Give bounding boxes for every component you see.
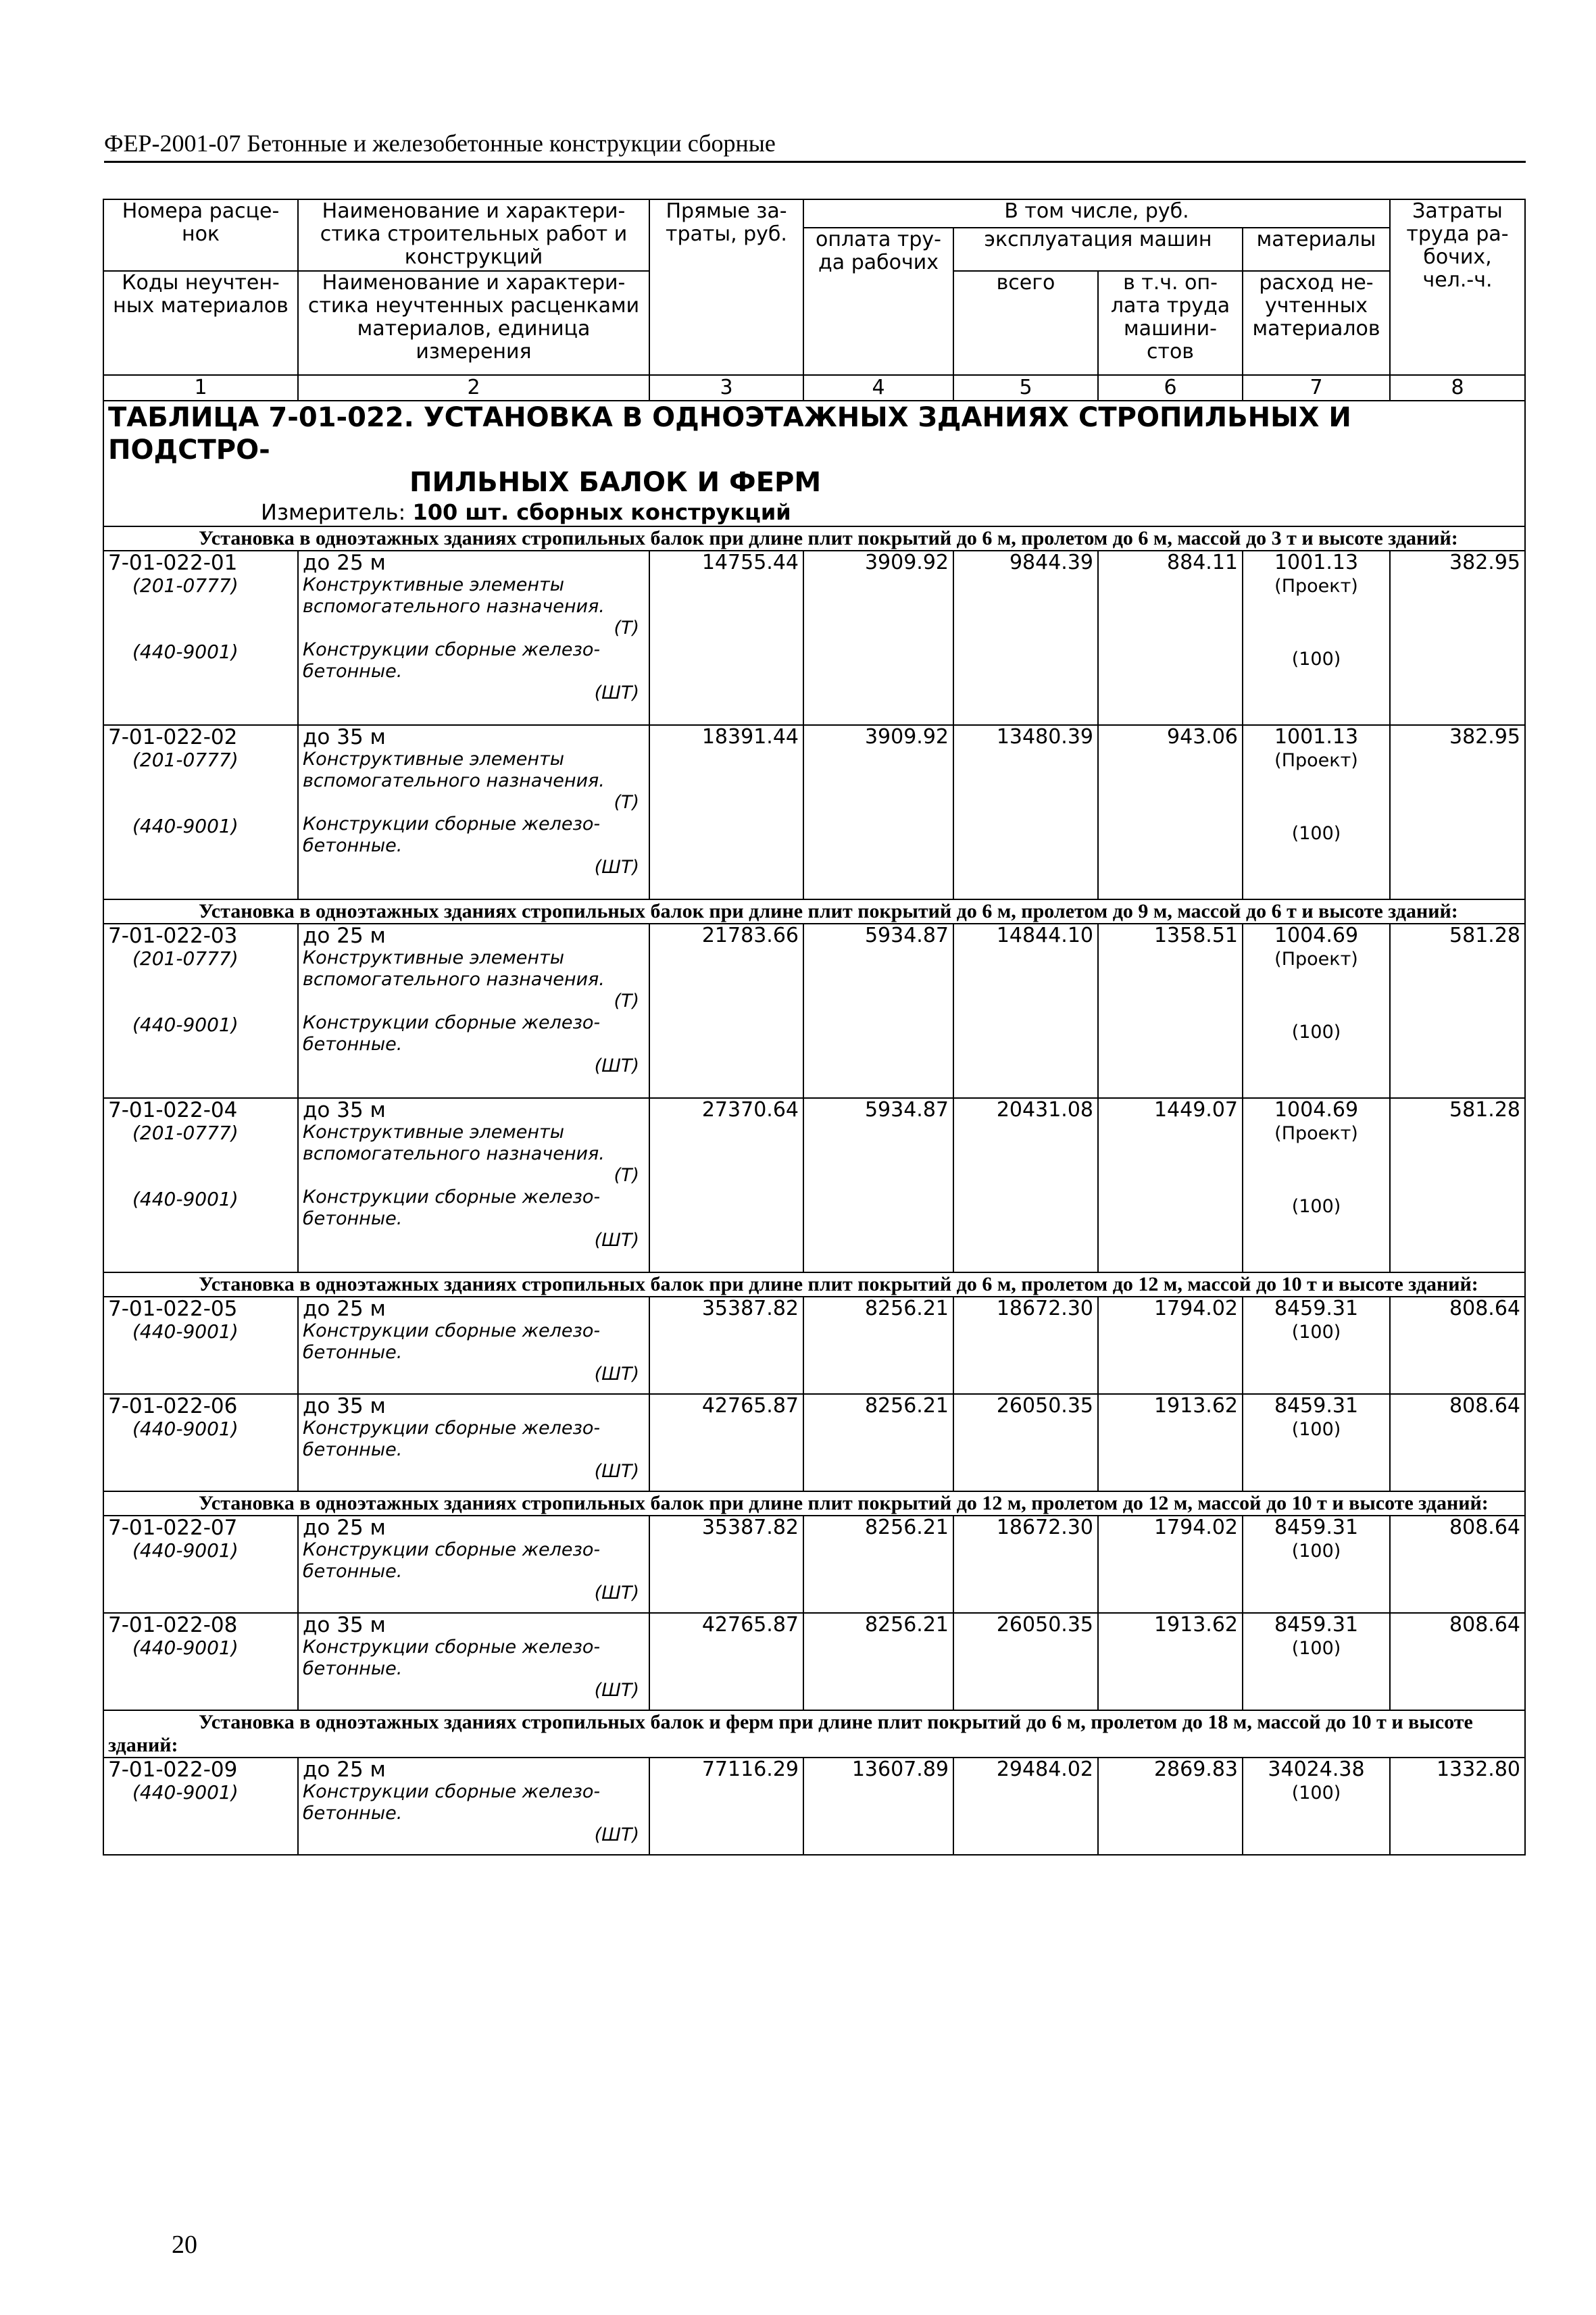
material-name: Конструктивные элементы вспомогательного назначения. — [303, 574, 605, 617]
material-code: (440-9001) — [132, 815, 239, 837]
table-title — [103, 401, 1525, 526]
cell-labor-hours: 1332.80 — [1390, 1758, 1525, 1855]
spacer — [108, 772, 293, 815]
cell-name — [298, 551, 649, 725]
material-unit: (ШТ) — [594, 1364, 639, 1385]
material-qty: (100) — [1291, 1419, 1341, 1440]
cell-direct-cost: 77116.29 — [649, 1758, 803, 1855]
cell-materials — [1243, 551, 1390, 725]
column-number-row — [103, 375, 1525, 401]
materials-value: 8459.31 — [1274, 1516, 1359, 1539]
material-code: (440-9001) — [132, 1014, 239, 1036]
header-materials-label: материалы — [1243, 228, 1390, 271]
materials-value: 8459.31 — [1274, 1394, 1359, 1418]
material-unit: (ШТ) — [594, 1583, 639, 1603]
work-name: до 35 м — [303, 1613, 386, 1637]
cell-code — [103, 1098, 298, 1272]
material-name: Конструктивные элементы вспомогательного назначения. — [303, 749, 605, 791]
material-code: (201-0777) — [132, 1122, 239, 1144]
table-title-line-1: ТАБЛИЦА 7-01-022. УСТАНОВКА В ОДНОЭТАЖНЫХ ЗДАНИЯХ СТРОПИЛЬНЫХ И ПОДСТРО- — [108, 402, 1351, 466]
material-name: Конструкции сборные железо-бетонные. — [303, 1418, 601, 1460]
rate-code: 7-01-022-03 — [108, 924, 238, 948]
material-name: Конструкции сборные железо-бетонные. — [303, 1012, 601, 1055]
cell-direct-cost: 35387.82 — [649, 1516, 803, 1613]
material-code: (201-0777) — [132, 947, 239, 970]
rate-code: 7-01-022-09 — [108, 1758, 238, 1782]
table-row — [103, 1394, 1525, 1491]
material-qty: (100) — [1291, 1196, 1341, 1217]
material-qty: (100) — [1291, 1322, 1341, 1343]
cell-machines-total: 14844.10 — [953, 924, 1098, 1098]
header-col1-bottom: Коды неучтен-ных материалов — [103, 271, 298, 375]
cell-labor-pay: 8256.21 — [803, 1297, 953, 1394]
material-unit: (ШТ) — [594, 1055, 639, 1076]
work-name: до 25 м — [303, 1516, 386, 1540]
cell-labor-hours: 808.64 — [1390, 1394, 1525, 1491]
material-unit: (Т) — [614, 1165, 639, 1186]
column-number: 5 — [953, 375, 1098, 401]
cell-materials — [1243, 1613, 1390, 1710]
material-unit: (ШТ) — [594, 1824, 639, 1845]
column-number: 2 — [298, 375, 649, 401]
materials-value: 34024.38 — [1268, 1758, 1365, 1781]
header-col7: расход не-учтенных материалов — [1243, 271, 1390, 375]
material-code: (440-9001) — [132, 1418, 239, 1440]
section-title-row — [103, 1710, 1525, 1758]
table-title-row — [103, 401, 1525, 526]
cell-direct-cost: 27370.64 — [649, 1098, 803, 1272]
rate-code: 7-01-022-05 — [108, 1297, 238, 1321]
work-name: до 35 м — [303, 725, 386, 749]
cell-machines-total: 9844.39 — [953, 551, 1098, 725]
header-col5: всего — [953, 271, 1098, 375]
table-title-line-2: ПИЛЬНЫХ БАЛОК И ФЕРМ — [409, 467, 822, 498]
work-name: до 35 м — [303, 1394, 386, 1418]
material-qty: (100) — [1291, 649, 1341, 670]
material-name: Конструкции сборные железо-бетонные. — [303, 1320, 601, 1363]
rate-code: 7-01-022-08 — [108, 1613, 238, 1637]
cell-machines-total: 26050.35 — [953, 1613, 1098, 1710]
cell-code — [103, 551, 298, 725]
cell-machines-total: 26050.35 — [953, 1394, 1098, 1491]
materials-value: 8459.31 — [1274, 1297, 1359, 1320]
cell-materials — [1243, 1394, 1390, 1491]
cell-code — [103, 1516, 298, 1613]
page-number: 20 — [172, 2231, 197, 2259]
cell-name — [298, 1098, 649, 1272]
table-row — [103, 551, 1525, 725]
cell-labor-hours: 382.95 — [1390, 725, 1525, 899]
cell-direct-cost: 18391.44 — [649, 725, 803, 899]
material-name: Конструкции сборные железо-бетонные. — [303, 1539, 601, 1582]
cell-labor-pay: 8256.21 — [803, 1516, 953, 1613]
cell-materials — [1243, 924, 1390, 1098]
cell-name — [298, 1297, 649, 1394]
rate-code: 7-01-022-06 — [108, 1394, 238, 1418]
cell-machinist-pay: 1794.02 — [1098, 1297, 1243, 1394]
cell-labor-hours: 581.28 — [1390, 1098, 1525, 1272]
cell-materials — [1243, 1758, 1390, 1855]
table-row — [103, 1613, 1525, 1710]
cell-machinist-pay: 1913.62 — [1098, 1613, 1243, 1710]
material-qty: (Проект) — [1274, 1123, 1358, 1144]
cell-machines-total: 20431.08 — [953, 1098, 1098, 1272]
section-title-row — [103, 1272, 1525, 1297]
material-code: (440-9001) — [132, 641, 239, 663]
cell-labor-pay: 5934.87 — [803, 924, 953, 1098]
spacer — [108, 597, 293, 641]
work-name: до 25 м — [303, 1297, 386, 1321]
cell-code — [103, 1394, 298, 1491]
cell-name — [298, 725, 649, 899]
material-unit: (ШТ) — [594, 1461, 639, 1482]
cell-direct-cost: 42765.87 — [649, 1613, 803, 1710]
material-unit: (ШТ) — [594, 857, 639, 878]
cell-name — [298, 1394, 649, 1491]
column-number: 6 — [1098, 375, 1243, 401]
materials-value: 1001.13 — [1274, 551, 1359, 574]
meter-value: 100 шт. сборных конструкций — [412, 499, 791, 525]
cell-machines-total: 18672.30 — [953, 1297, 1098, 1394]
cell-code — [103, 924, 298, 1098]
rate-code: 7-01-022-07 — [108, 1516, 238, 1540]
table-meter — [108, 499, 1520, 526]
material-name: Конструкции сборные железо-бетонные. — [303, 639, 601, 682]
cell-code — [103, 725, 298, 899]
material-code: (440-9001) — [132, 1781, 239, 1803]
header-col2-top: Наименование и характери-стика строительных работ и конструкций — [298, 199, 649, 271]
section-title-row — [103, 1491, 1525, 1516]
cell-labor-pay: 3909.92 — [803, 725, 953, 899]
material-unit: (ШТ) — [594, 682, 639, 703]
header-col1-top: Номера расце-нок — [103, 199, 298, 271]
cell-direct-cost: 14755.44 — [649, 551, 803, 725]
cell-labor-pay: 8256.21 — [803, 1394, 953, 1491]
material-qty: (Проект) — [1274, 576, 1358, 597]
materials-value: 1004.69 — [1274, 1098, 1359, 1122]
cell-machines-total: 18672.30 — [953, 1516, 1098, 1613]
cell-machinist-pay: 2869.83 — [1098, 1758, 1243, 1855]
price-table — [103, 199, 1526, 1856]
section-title: Установка в одноэтажных зданиях стропильных балок при длине плит покрытий до 6 м, пролетом до 6 м, массой до 3 т и высоте зданий: — [103, 526, 1525, 551]
cell-code — [103, 1758, 298, 1855]
cell-machinist-pay: 943.06 — [1098, 725, 1243, 899]
work-name: до 25 м — [303, 1758, 386, 1782]
table-row — [103, 1516, 1525, 1613]
spacer — [1247, 773, 1385, 822]
material-qty: (100) — [1291, 1022, 1341, 1043]
cell-code — [103, 1297, 298, 1394]
section-title: Установка в одноэтажных зданиях стропильных балок и ферм при длине плит покрытий до 6 м, пролетом до 18 м, массой до 10 т и высоте зданий: — [103, 1710, 1525, 1758]
section-title-row — [103, 899, 1525, 924]
rate-code: 7-01-022-02 — [108, 725, 238, 749]
cell-code — [103, 1613, 298, 1710]
cell-direct-cost: 42765.87 — [649, 1394, 803, 1491]
header-row-1 — [103, 199, 1525, 228]
cell-machinist-pay: 884.11 — [1098, 551, 1243, 725]
cell-materials — [1243, 1297, 1390, 1394]
material-name: Конструкции сборные железо-бетонные. — [303, 1637, 601, 1679]
material-code: (201-0777) — [132, 749, 239, 771]
table-sections — [103, 526, 1525, 1855]
material-qty: (100) — [1291, 1638, 1341, 1659]
section-title: Установка в одноэтажных зданиях стропильных балок при длине плит покрытий до 12 м, пролетом до 12 м, массой до 10 т и высоте зданий: — [103, 1491, 1525, 1516]
cell-machinist-pay: 1449.07 — [1098, 1098, 1243, 1272]
column-number: 4 — [803, 375, 953, 401]
material-name: Конструкции сборные железо-бетонные. — [303, 1187, 601, 1229]
material-unit: (ШТ) — [594, 1680, 639, 1701]
work-name: до 25 м — [303, 924, 386, 948]
cell-direct-cost: 35387.82 — [649, 1297, 803, 1394]
table-row — [103, 1758, 1525, 1855]
cell-labor-hours: 808.64 — [1390, 1613, 1525, 1710]
spacer — [108, 970, 293, 1014]
column-number: 8 — [1390, 375, 1525, 401]
header-col3: Прямые за-траты, руб. — [649, 199, 803, 375]
material-name: Конструкции сборные железо-бетонные. — [303, 1781, 601, 1824]
column-number: 1 — [103, 375, 298, 401]
cell-name — [298, 924, 649, 1098]
materials-value: 8459.31 — [1274, 1613, 1359, 1637]
column-number: 7 — [1243, 375, 1390, 401]
header-col6: в т.ч. оп-лата труда машини-стов — [1098, 271, 1243, 375]
table-row — [103, 924, 1525, 1098]
cell-labor-pay: 13607.89 — [803, 1758, 953, 1855]
cell-machines-total: 13480.39 — [953, 725, 1098, 899]
header-group-label: В том числе, руб. — [803, 199, 1390, 228]
section-title: Установка в одноэтажных зданиях стропильных балок при длине плит покрытий до 6 м, пролетом до 9 м, массой до 6 т и высоте зданий: — [103, 899, 1525, 924]
cell-machinist-pay: 1913.62 — [1098, 1394, 1243, 1491]
cell-machinist-pay: 1794.02 — [1098, 1516, 1243, 1613]
material-qty: (100) — [1291, 1541, 1341, 1562]
cell-materials — [1243, 725, 1390, 899]
material-unit: (Т) — [614, 618, 639, 639]
cell-labor-pay: 5934.87 — [803, 1098, 953, 1272]
work-name: до 35 м — [303, 1098, 386, 1122]
meter-label: Измеритель: — [261, 499, 413, 525]
cell-direct-cost: 21783.66 — [649, 924, 803, 1098]
table-row — [103, 725, 1525, 899]
cell-materials — [1243, 1516, 1390, 1613]
table-row — [103, 1098, 1525, 1272]
cell-labor-pay: 3909.92 — [803, 551, 953, 725]
material-qty: (Проект) — [1274, 750, 1358, 771]
rate-code: 7-01-022-01 — [108, 551, 238, 575]
material-unit: (Т) — [614, 792, 639, 813]
header-col8: Затраты труда ра-бочих, чел.-ч. — [1390, 199, 1525, 375]
cell-labor-hours: 581.28 — [1390, 924, 1525, 1098]
material-name: Конструктивные элементы вспомогательного назначения. — [303, 1122, 605, 1164]
header-col2-bottom: Наименование и характери-стика неучтенных расценками материалов, единица измерения — [298, 271, 649, 375]
rate-code: 7-01-022-04 — [108, 1098, 238, 1122]
materials-value: 1001.13 — [1274, 725, 1359, 749]
material-code: (201-0777) — [132, 574, 239, 597]
cell-name — [298, 1758, 649, 1855]
header-machines-label: эксплуатация машин — [953, 228, 1243, 271]
material-unit: (ШТ) — [594, 1230, 639, 1251]
material-name: Конструкции сборные железо-бетонные. — [303, 814, 601, 856]
cell-machinist-pay: 1358.51 — [1098, 924, 1243, 1098]
material-name: Конструктивные элементы вспомогательного назначения. — [303, 947, 605, 990]
running-header: ФЕР-2001-07 Бетонные и железобетонные конструкции сборные — [104, 128, 1526, 163]
cell-machines-total: 29484.02 — [953, 1758, 1098, 1855]
table-row — [103, 1297, 1525, 1394]
spacer — [1247, 972, 1385, 1020]
material-code: (440-9001) — [132, 1637, 239, 1659]
column-number: 3 — [649, 375, 803, 401]
spacer — [1247, 1146, 1385, 1195]
material-unit: (Т) — [614, 991, 639, 1012]
section-title: Установка в одноэтажных зданиях стропильных балок при длине плит покрытий до 6 м, пролетом до 12 м, массой до 10 т и высоте зданий: — [103, 1272, 1525, 1297]
spacer — [108, 1145, 293, 1188]
spacer — [1247, 599, 1385, 647]
material-qty: (100) — [1291, 823, 1341, 844]
material-qty: (Проект) — [1274, 949, 1358, 970]
work-name: до 25 м — [303, 551, 386, 575]
cell-labor-pay: 8256.21 — [803, 1613, 953, 1710]
cell-name — [298, 1516, 649, 1613]
cell-labor-hours: 808.64 — [1390, 1516, 1525, 1613]
header-col4: оплата тру-да рабочих — [803, 228, 953, 375]
material-code: (440-9001) — [132, 1539, 239, 1562]
cell-labor-hours: 382.95 — [1390, 551, 1525, 725]
material-qty: (100) — [1291, 1783, 1341, 1803]
cell-materials — [1243, 1098, 1390, 1272]
material-code: (440-9001) — [132, 1320, 239, 1343]
section-title-row — [103, 526, 1525, 551]
cell-labor-hours: 808.64 — [1390, 1297, 1525, 1394]
material-code: (440-9001) — [132, 1188, 239, 1210]
materials-value: 1004.69 — [1274, 924, 1359, 947]
cell-name — [298, 1613, 649, 1710]
